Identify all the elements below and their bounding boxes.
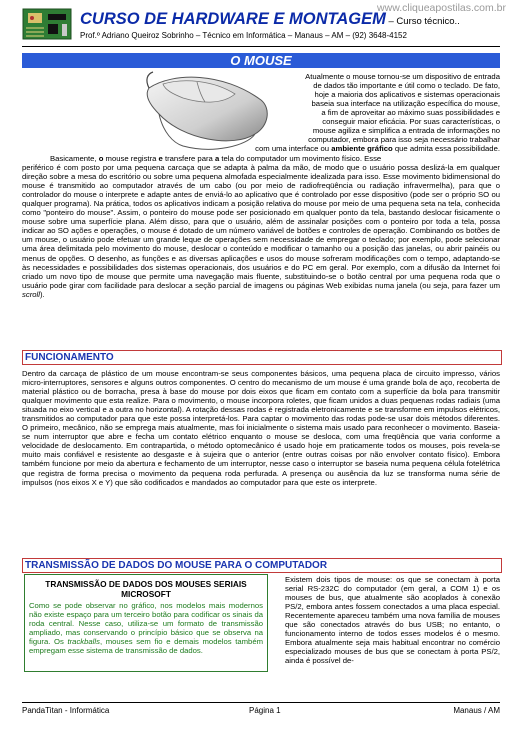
footer-left: PandaTitan - Informática <box>22 706 110 715</box>
footer-page-number: Página 1 <box>249 706 281 715</box>
watermark: www.cliqueapostilas.com.br <box>377 2 506 14</box>
intro-line: computador, embora para isso seja necessário trabalhar <box>308 135 500 145</box>
transmissao-right-text: Existem dois tipos de mouse: os que se conectam à porta serial RS-232C do computador (em geral, a COM 1) e os mouses de bus, que atualmente são acoplados à conexão PS/2, embora antes fossem conectados a uma placa especial. Recentemente apareceu também uma nova família de mouses que são conectados através do bus USB; no entanto, o funcionamento interno de todos esses modelos é o mesmo. Embora atualmente seja mais habitual encontrar no comércio especializado mouses de bus que se conectam à porta PS/2, ainda é possível de- <box>285 575 500 666</box>
intro-wrap-text <box>272 72 500 144</box>
professor-info: Prof.º Adriano Queiroz Sobrinho – Técnico em Informática – Manaus – AM – (92) 3648-4152 <box>80 31 407 40</box>
serial-mouse-box <box>24 574 268 672</box>
intro-line: baseia sua interface na utilização específica do mouse, <box>311 99 500 109</box>
intro-body-text <box>22 154 500 299</box>
footer-rule <box>22 702 500 703</box>
box-text: Como se pode observar no gráfico, nos modelos mais modernos não existe espaço para um terceiro botão para codificar os sinais da roda central. Nesse caso, utiliza-se um formato de transmissão ampliado, mas conservando o princípio básico que se observa na figura. Os trackballs, mouses sem fio e demais modelos também empregam esse sistema de transmissão de dados. <box>29 601 263 656</box>
funcionamento-text: Dentro da carcaça de plástico de um mouse encontram-se seus componentes básicos, uma pequena placa de circuito impresso, vários micro-interruptores, sensores e alguns outros componentes. O centro do mecanismo de um mouse é uma grande bola de aço, recoberta de material plástico ou de borracha, presa à base do mouse por dois eixos que ficam em contato com a superfície da bola para transmitir qualquer movimento que esta realize. Para o movimento, o mouse incorpora roletes, que ficam unidos a duas pequenas rodas radiais (uma situada no eixo vertical e a outra no horizontal). A rotação dessas rodas é registrada eletronicamente e se transforme em impulsos elétricos, transmitidos ao computador para que este possa interpretá-los. Para captar o movimento das rodas pode-se usar dois métodos diferentes. O primeiro, mecânico, não se emprega mais atualmente, mas foi inicialmente o sistema mais usado para reconhecer o movimento. Baseia-se num interruptor que abre e fecha um contato elétrico enquanto o mouse se desloca, com uma freqüência que varia conforme a velocidade de deslocamento. Em contrapartida, o método optomecânico é usado hoje em praticamente todos os mouses, pois revela-se muito mais confiável e resistente ao desgaste e à sujeira que o anterior (entre outras coisas por não envolver contato físico). Embora também funcione por meio da abertura e fechamento de um interruptor, nesse caso o interruptor se baseia numa pequena célula fotelétrica que registra de forma precisa o movimento da pequena roda perfurada. A presença ou ausência da luz se transforma numa série de impulsos (nos eixos X e Y) que são codificados e mandados ao computador para que este os interprete. <box>22 369 500 487</box>
circuit-board-logo-icon <box>22 8 72 40</box>
course-title: CURSO DE HARDWARE E MONTAGEM – Curso técnico.. <box>80 10 460 28</box>
page-header <box>22 8 500 44</box>
transmissao-heading: TRANSMISSÃO DE DADOS DO MOUSE PARA O COMPUTADOR <box>22 558 502 573</box>
footer-right: Manaus / AM <box>453 706 500 715</box>
intro-line: hoje a maioria dos aplicativos e sistemas operacionais <box>314 90 500 100</box>
header-rule <box>22 46 500 47</box>
box-title: TRANSMISSÃO DE DADOS DOS MOUSES SERIAIS MICROSOFT <box>45 579 247 599</box>
intro-line: de dados tão importante e útil como o teclado. De fato, <box>313 81 500 91</box>
intro-body: periférico é com posto por uma pequena carcaça que se adapta à palma da mão, de modo que o usuário possa deslizá-la em qualquer direção sobre a mesa do escritório ou sobre uma pequena almofada especialmente idealizada para isso. Esse movimento bidimensional do mouse é transmitido ao computador através de um cabo (ou por meio de radiofreqüência ou radiação infravermelha), para que o controlador do mouse o interprete e adapte antes de enviá-lo ao aplicativo que é controlado por esse dispositivo (pode ser o próprio SO ou qualquer programa). Na prática, todos os aplicativos indicam a posição relativa do mouse por meio de uma pequena seta na tela, conhecida como "ponteiro do mouse". Assim, o ponteiro do mouse pode ser posicionado em qualquer ponto da tela, bastando deslocar fisicamente o mouse sobre uma superfície plana. Além disso, para que o usuário, além de assinalar posições com o ponteiro por toda a tela, possa indicar ao SO ações e operações, o mouse é dotado de um número variável de botões e controles de operação. Combinando os botões de um mouse, o usuário pode efetuar um grande leque de operações sem necessidade de empregar o teclado; por exemplo, pode selecionar uma área delimitada pelo movimento do mouse, deslocar o conteúdo e modificar o tamanho ou a posição das janelas, ou abrir painéis ou menus de opções. O desenho, as funções e as diversas aplicações e usos do mouse sofreram modificações com o tempo, adaptando-se às necessidades e possibilidades dos sistemas operacionais, dos usuários e do PC em geral. Por exemplo, com a difusão da Internet foi criado um novo tipo de mouse que permite uma navegação mais fluente, substituindo-se o botão central por uma pequena roda que o usuário pode girar com facilidade para deslocar a seção parcial de imagens ou páginas Web exibidas numa janela (ou seja, para fazer um scroll). <box>22 163 500 299</box>
intro-line: a fim de aproveitar ao máximo suas possibilidades e <box>321 108 500 118</box>
intro-line: Atualmente o mouse tornou-se um dispositivo de entrada <box>305 72 500 81</box>
funcionamento-heading: FUNCIONAMENTO <box>22 350 502 365</box>
intro-line: conseguir maior eficácia. Por suas características, o <box>322 117 500 127</box>
intro-line: mouse agiliza e simplifica a entrada de informações no <box>312 126 500 136</box>
section-title: O MOUSE <box>22 53 500 68</box>
intro-line-10: Basicamente, o mouse registra e transfere para a tela do computador um movimento físico. Esse <box>50 154 382 163</box>
intro-line-9: com uma interface ou ambiente gráfico que admita essa possibilidade. <box>255 144 500 154</box>
